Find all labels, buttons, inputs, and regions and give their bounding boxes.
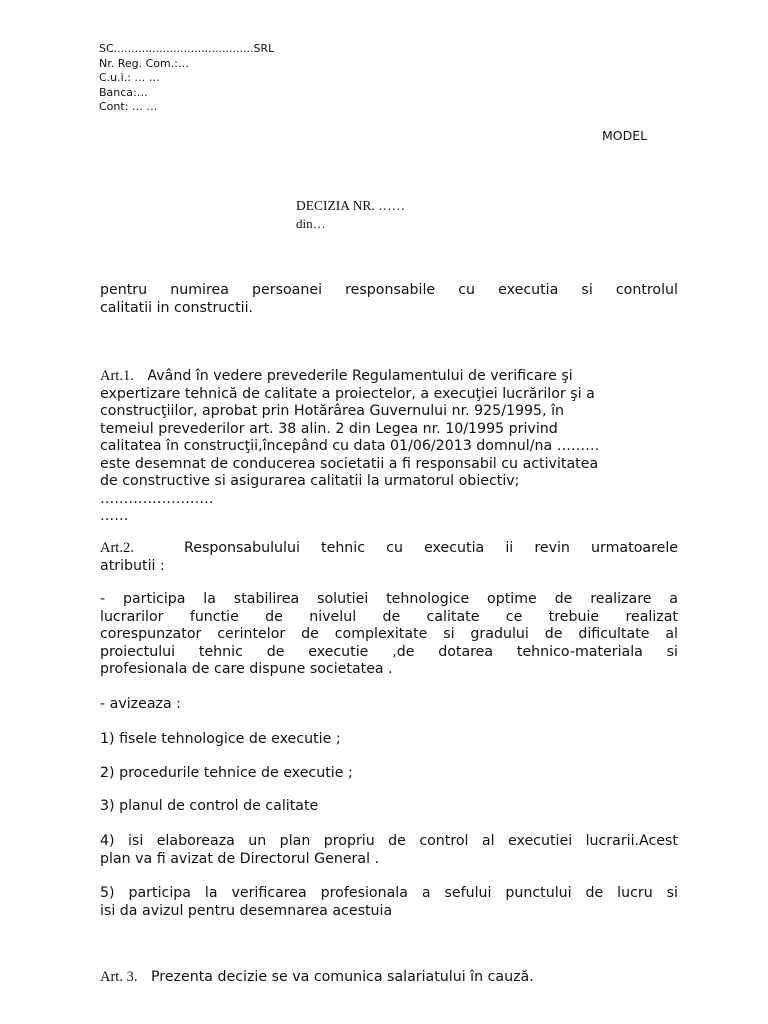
art2-line-2: atributii : xyxy=(100,557,165,574)
art3-line xyxy=(100,969,534,987)
list-item-5-line-2: isi da avizul pentru desemnarea acestuia xyxy=(100,902,393,919)
participa-line-3: corespunzator cerintelor de complexitate si gradului de dificultate al xyxy=(100,626,678,642)
art1-label: Art.1. xyxy=(100,368,134,384)
list-item-2: 2) procedurile tehnice de executie ; xyxy=(100,765,353,781)
purpose-line-1: pentru numirea persoanei responsabile cu executia si controlul xyxy=(100,282,678,298)
art3-label: Art. 3. xyxy=(100,969,138,985)
participa-line-4: proiectului tehnic de executie ,de dotarea tehnico-materiala si xyxy=(100,643,678,660)
participa-line-5: profesionala de care dispune societatea . xyxy=(100,661,393,677)
art3-text: Prezenta decizie se va comunica salariatului în cauză. xyxy=(151,969,534,985)
decision-date: din… xyxy=(296,216,326,231)
participa-line-2: lucrarilor functie de nivelul de calitate ce trebuie realizat xyxy=(100,608,678,625)
art1-line-1 xyxy=(100,368,573,386)
company-bank-line: Banca:… xyxy=(99,86,148,99)
company-account-line: Cont: … … xyxy=(99,100,158,113)
decision-title: DECIZIA NR. …… xyxy=(296,198,406,213)
art2-label: Art.2. xyxy=(100,540,134,556)
list-item-4-line-2: plan va fi avizat de Directorul General . xyxy=(100,850,380,867)
art1-line-2: expertizare tehnică de calitate a proiectelor, a execuţiei lucrărilor şi a xyxy=(100,385,595,402)
art2-text-1: Responsabulului tehnic cu executia ii revin urmatoarele xyxy=(184,540,678,556)
participa-line-1: - participa la stabilirea solutiei tehnologice optime de realizare a xyxy=(100,591,678,607)
list-item-5-line-1: 5) participa la verificarea profesionala a sefului punctului de lucru si xyxy=(100,885,678,901)
avizeaza-heading: - avizeaza : xyxy=(100,696,181,712)
list-item-3: 3) planul de control de calitate xyxy=(100,798,319,814)
list-item-4-line-1: 4) isi elaboreaza un plan propriu de control al executiei lucrarii.Acest xyxy=(100,833,678,849)
art1-line-3: construcţiilor, aprobat prin Hotărârea Guvernului nr. 925/1995, în xyxy=(100,403,565,419)
company-sc-line: SC........................................SRL xyxy=(99,42,275,55)
art1-line-8: …………………… xyxy=(100,490,214,507)
art1-line-7: de constructive si asigurarea calitatii la urmatorul obiectiv; xyxy=(100,473,520,489)
purpose-line-2: calitatii in constructii. xyxy=(100,300,254,316)
art2-line-1 xyxy=(100,540,678,558)
art1-line-6: este desemnat de conducerea societatii a fi responsabil cu activitatea xyxy=(100,455,599,472)
art1-line-5: calitatea în construcţii,începând cu data 01/06/2013 domnul/na ……… xyxy=(100,438,600,454)
list-item-1: 1) fisele tehnologice de executie ; xyxy=(100,731,341,747)
company-reg-line: Nr. Reg. Com.:… xyxy=(99,57,189,70)
company-cui-line: C.u.i.: … … xyxy=(99,71,160,84)
art1-line-9: …… xyxy=(100,508,129,524)
art1-line-4: temeiul prevederilor art. 38 alin. 2 din Legea nr. 10/1995 privind xyxy=(100,420,558,437)
model-label: MODEL xyxy=(602,128,648,143)
art1-text-1: Având în vedere prevederile Regulamentului de verificare şi xyxy=(147,368,573,384)
